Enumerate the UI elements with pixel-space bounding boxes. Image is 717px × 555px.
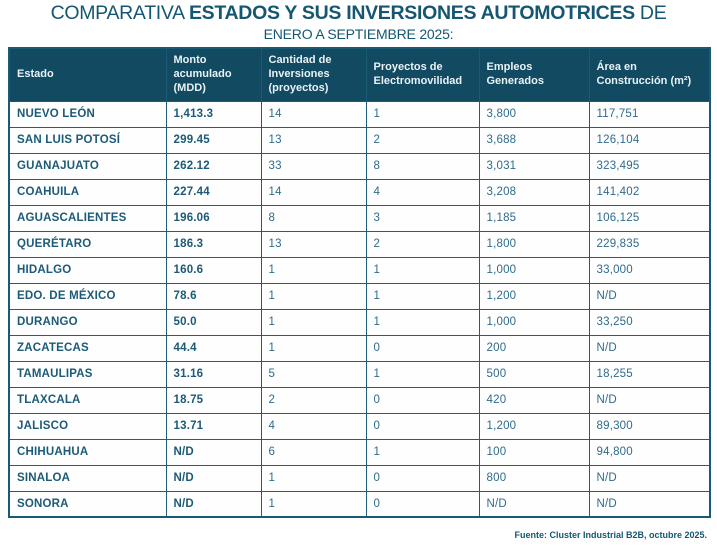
cell-monto: 31.16 — [166, 361, 261, 387]
cell-estado: SINALOA — [9, 465, 166, 491]
cell-electromovilidad: 1 — [366, 283, 479, 309]
cell-estado: AGUASCALIENTES — [9, 205, 166, 231]
table-body — [9, 101, 710, 517]
cell-empleos: 3,800 — [479, 101, 589, 127]
cell-area: 33,250 — [589, 309, 710, 335]
title-prefix: COMPARATIVA — [50, 2, 189, 24]
cell-inversiones: 13 — [261, 127, 366, 153]
cell-inversiones: 5 — [261, 361, 366, 387]
cell-monto: N/D — [166, 491, 261, 517]
cell-empleos: 3,688 — [479, 127, 589, 153]
cell-estado: CHIHUAHUA — [9, 439, 166, 465]
page-title — [8, 3, 709, 24]
table-row — [9, 387, 710, 413]
cell-area: 94,800 — [589, 439, 710, 465]
cell-inversiones: 1 — [261, 491, 366, 517]
header-row — [9, 48, 710, 101]
table-row — [9, 283, 710, 309]
column-header-area: Área en Construcción (m²) — [589, 48, 710, 101]
cell-estado: SAN LUIS POTOSÍ — [9, 127, 166, 153]
cell-area: N/D — [589, 283, 710, 309]
cell-monto: 1,413.3 — [166, 101, 261, 127]
cell-estado: JALISCO — [9, 413, 166, 439]
table-row — [9, 361, 710, 387]
cell-area: 117,751 — [589, 101, 710, 127]
cell-inversiones: 1 — [261, 283, 366, 309]
cell-empleos: 1,185 — [479, 205, 589, 231]
cell-inversiones: 6 — [261, 439, 366, 465]
cell-inversiones: 1 — [261, 309, 366, 335]
cell-area: N/D — [589, 387, 710, 413]
cell-estado: COAHUILA — [9, 179, 166, 205]
cell-area: 89,300 — [589, 413, 710, 439]
cell-empleos: 500 — [479, 361, 589, 387]
cell-estado: SONORA — [9, 491, 166, 517]
cell-empleos: N/D — [479, 491, 589, 517]
cell-empleos: 3,031 — [479, 153, 589, 179]
cell-electromovilidad: 0 — [366, 491, 479, 517]
cell-monto: 160.6 — [166, 257, 261, 283]
cell-electromovilidad: 2 — [366, 231, 479, 257]
cell-estado: QUERÉTARO — [9, 231, 166, 257]
title-suffix: DE — [634, 2, 667, 24]
column-header-estado: Estado — [9, 48, 166, 101]
cell-area: 33,000 — [589, 257, 710, 283]
cell-empleos: 3,208 — [479, 179, 589, 205]
cell-electromovilidad: 4 — [366, 179, 479, 205]
cell-electromovilidad: 3 — [366, 205, 479, 231]
table-row — [9, 127, 710, 153]
cell-empleos: 420 — [479, 387, 589, 413]
cell-monto: 13.71 — [166, 413, 261, 439]
cell-monto: 227.44 — [166, 179, 261, 205]
cell-estado: HIDALGO — [9, 257, 166, 283]
cell-electromovilidad: 0 — [366, 465, 479, 491]
cell-empleos: 1,800 — [479, 231, 589, 257]
cell-empleos: 1,000 — [479, 309, 589, 335]
cell-monto: 18.75 — [166, 387, 261, 413]
table-row — [9, 309, 710, 335]
cell-area: 323,495 — [589, 153, 710, 179]
cell-electromovilidad: 1 — [366, 257, 479, 283]
cell-monto: 299.45 — [166, 127, 261, 153]
cell-estado: GUANAJUATO — [9, 153, 166, 179]
cell-empleos: 200 — [479, 335, 589, 361]
cell-monto: 78.6 — [166, 283, 261, 309]
table-row — [9, 153, 710, 179]
column-header-empleos: Empleos Generados — [479, 48, 589, 101]
cell-electromovilidad: 8 — [366, 153, 479, 179]
cell-monto: 262.12 — [166, 153, 261, 179]
cell-monto: N/D — [166, 439, 261, 465]
table-row — [9, 101, 710, 127]
cell-area: 126,104 — [589, 127, 710, 153]
cell-electromovilidad: 0 — [366, 335, 479, 361]
cell-estado: ZACATECAS — [9, 335, 166, 361]
cell-estado: NUEVO LEÓN — [9, 101, 166, 127]
cell-area: N/D — [589, 335, 710, 361]
source-note: Fuente: Cluster Industrial B2B, octubre 2025. — [514, 530, 707, 541]
table-row — [9, 465, 710, 491]
cell-area: 18,255 — [589, 361, 710, 387]
cell-inversiones: 1 — [261, 257, 366, 283]
column-header-monto: Monto acumulado (MDD) — [166, 48, 261, 101]
cell-monto: 186.3 — [166, 231, 261, 257]
cell-electromovilidad: 1 — [366, 101, 479, 127]
column-header-inversiones: Cantidad de Inversiones (proyectos) — [261, 48, 366, 101]
cell-area: 141,402 — [589, 179, 710, 205]
cell-inversiones: 2 — [261, 387, 366, 413]
cell-monto: N/D — [166, 465, 261, 491]
cell-area: 106,125 — [589, 205, 710, 231]
table-row — [9, 491, 710, 517]
cell-electromovilidad: 1 — [366, 309, 479, 335]
cell-inversiones: 4 — [261, 413, 366, 439]
cell-empleos: 1,200 — [479, 413, 589, 439]
cell-electromovilidad: 1 — [366, 361, 479, 387]
cell-area: 229,835 — [589, 231, 710, 257]
cell-monto: 50.0 — [166, 309, 261, 335]
cell-inversiones: 33 — [261, 153, 366, 179]
table-row — [9, 257, 710, 283]
table-row — [9, 439, 710, 465]
cell-empleos: 1,200 — [479, 283, 589, 309]
table-row — [9, 205, 710, 231]
table-row — [9, 179, 710, 205]
table-row — [9, 413, 710, 439]
investments-table — [8, 47, 711, 518]
table-row — [9, 335, 710, 361]
cell-inversiones: 1 — [261, 465, 366, 491]
cell-inversiones: 1 — [261, 335, 366, 361]
title-emphasis: ESTADOS Y SUS INVERSIONES AUTOMOTRICES — [188, 2, 635, 24]
cell-area: N/D — [589, 465, 710, 491]
cell-inversiones: 13 — [261, 231, 366, 257]
column-header-electromovilidad: Proyectos de Electromovilidad — [366, 48, 479, 101]
cell-estado: DURANGO — [9, 309, 166, 335]
cell-empleos: 800 — [479, 465, 589, 491]
cell-estado: EDO. DE MÉXICO — [9, 283, 166, 309]
table-row — [9, 231, 710, 257]
page-subtitle: ENERO A SEPTIEMBRE 2025: — [263, 26, 454, 43]
cell-electromovilidad: 2 — [366, 127, 479, 153]
cell-inversiones: 14 — [261, 179, 366, 205]
cell-empleos: 1,000 — [479, 257, 589, 283]
cell-electromovilidad: 1 — [366, 439, 479, 465]
cell-inversiones: 14 — [261, 101, 366, 127]
cell-electromovilidad: 0 — [366, 413, 479, 439]
cell-monto: 44.4 — [166, 335, 261, 361]
cell-estado: TLAXCALA — [9, 387, 166, 413]
cell-electromovilidad: 0 — [366, 387, 479, 413]
cell-estado: TAMAULIPAS — [9, 361, 166, 387]
cell-monto: 196.06 — [166, 205, 261, 231]
cell-inversiones: 8 — [261, 205, 366, 231]
cell-area: N/D — [589, 491, 710, 517]
cell-empleos: 100 — [479, 439, 589, 465]
